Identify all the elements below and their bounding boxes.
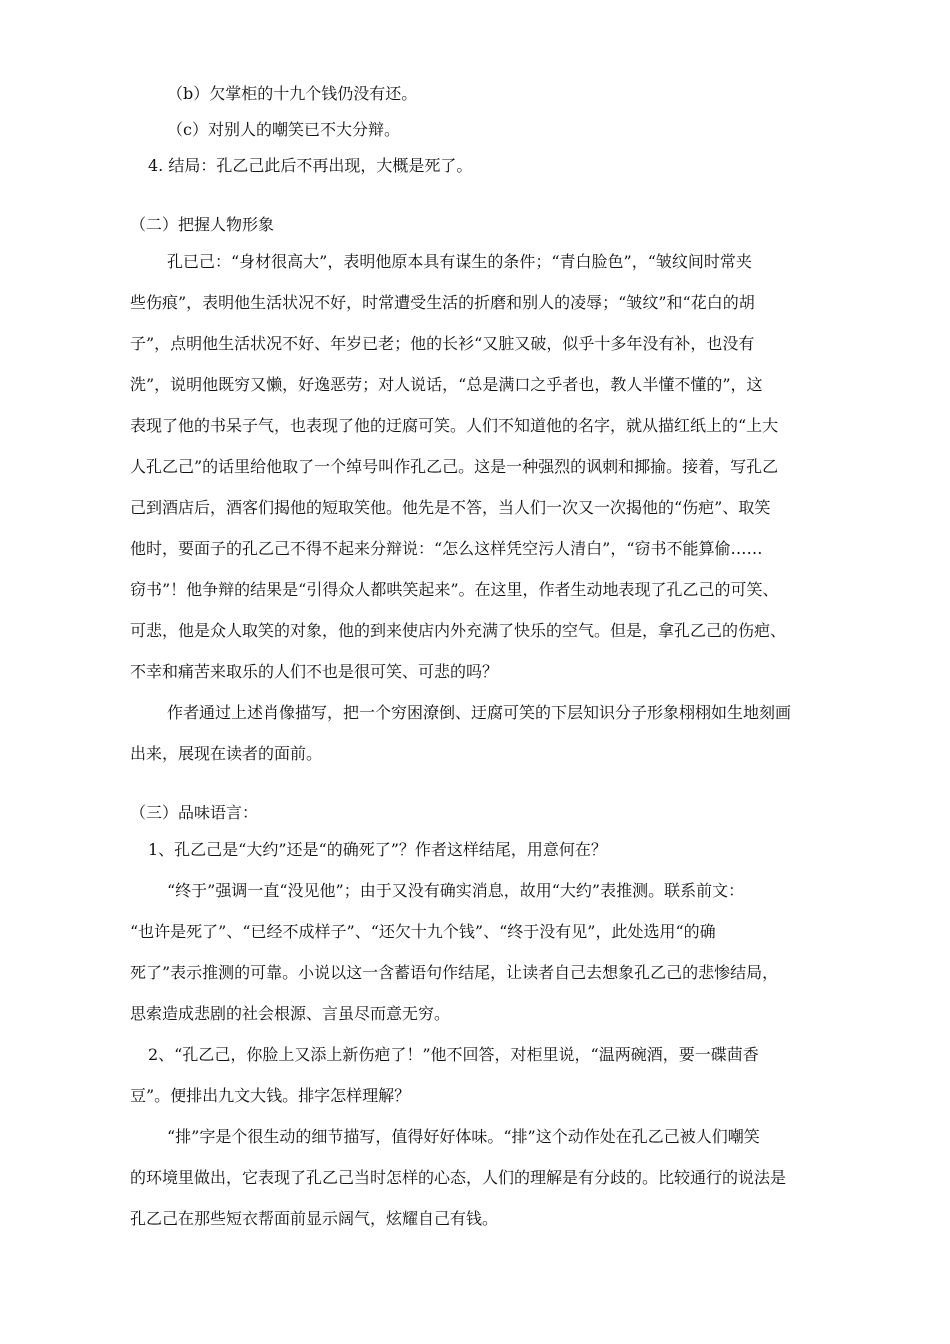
text-line-10: 人孔乙己”的话里给他取了一个绰号叫作孔乙己。这是一种强烈的讽刺和揶揄。接着，写孔乙	[130, 457, 779, 476]
text-line-27: 的环境里做出，它表现了孔乙己当时怎样的心态，人们的理解是有分歧的。比较通行的说法是	[130, 1168, 787, 1187]
question-2: 2、“孔乙己，你脸上又添上新伤疤了！”他不回答，对柜里说，“温两碗酒，要一碟茴香	[148, 1045, 759, 1064]
text-line-6: 些伤痕”，表明他生活状况不好，时常遭受生活的折磨和别人的凌辱；“皱纹”和“花白的胡	[130, 293, 755, 312]
text-line-7: 子”，点明他生活状况不好、年岁已老；他的长衫“又脏又破，似乎十多年没有补，也没有	[130, 334, 755, 353]
text-line-15: 不幸和痛苦来取乐的人们不也是很可笑、可悲的吗？	[130, 662, 499, 681]
text-line-5: 孔已己：“身材很高大”，表明他原本具有谋生的条件；“青白脸色”，“皱纹间时常夹	[167, 252, 752, 271]
text-line-23: 思索造成悲剧的社会根源、言虽尽而意无穷。	[130, 1004, 451, 1023]
text-line-25: 豆”。便排出九文大钱。排字怎样理解？	[130, 1086, 411, 1105]
text-line-8: 洗”，说明他既穷又懒，好逸恶劳；对人说话，“总是满口之乎者也，教人半懂不懂的”，这	[130, 375, 763, 394]
section-heading-2: （二）把握人物形象	[130, 215, 275, 234]
text-line-16: 作者通过上述肖像描写，把一个穷困潦倒、迂腐可笑的下层知识分子形象栩栩如生地刻画	[167, 703, 792, 722]
text-line-3: 4. 结局：孔乙己此后不再出现，大概是死了。	[148, 156, 473, 175]
text-line-28: 孔乙己在那些短衣帮面前显示阔气，炫耀自己有钱。	[130, 1209, 499, 1228]
text-line-14: 可悲，他是众人取笑的对象，他的到来使店内外充满了快乐的空气。但是，拿孔乙己的伤疤、	[130, 621, 787, 640]
text-line-1: （b）欠掌柜的十九个钱仍没有还。	[167, 84, 418, 103]
text-line-21: “也许是死了”、“已经不成样子”、“还欠十九个钱”、“终于没有见”，此处选用“的确	[130, 922, 716, 941]
text-line-2: （c）对别人的嘲笑已不大分辩。	[167, 120, 400, 139]
text-line-17: 出来，展现在读者的面前。	[130, 744, 323, 763]
text-line-13: 窃书”！他争辩的结果是“引得众人都哄笑起来”。在这里，作者生动地表现了孔乙己的可笑、	[130, 580, 779, 599]
text-line-22: 死了”表示推测的可靠。小说以这一含蓄语句作结尾，让读者自己去想象孔乙己的悲惨结局，	[130, 963, 779, 982]
text-line-11: 己到酒店后，酒客们揭他的短取笑他。他先是不答，当人们一次又一次揭他的“伤疤”、取笑	[130, 498, 771, 517]
section-heading-3: （三）品味语言：	[130, 803, 259, 822]
text-line-12: 他时，要面子的孔乙己不得不起来分辩说：“怎么这样凭空污人清白”，“窃书不能算偷……	[130, 539, 763, 558]
question-1: 1、孔乙己是“大约”还是“的确死了”？作者这样结尾，用意何在？	[148, 840, 607, 859]
text-line-26: “排”字是个很生动的细节描写，值得好好体味。“排”这个动作处在孔乙己被人们嘲笑	[167, 1127, 760, 1146]
text-line-9: 表现了他的书呆子气，也表现了他的迂腐可笑。人们不知道他的名字，就从描红纸上的“上大	[130, 416, 779, 435]
text-line-20: “终于”强调一直“没见他”；由于又没有确实消息，故用“大约”表推测。联系前文：	[167, 881, 745, 900]
